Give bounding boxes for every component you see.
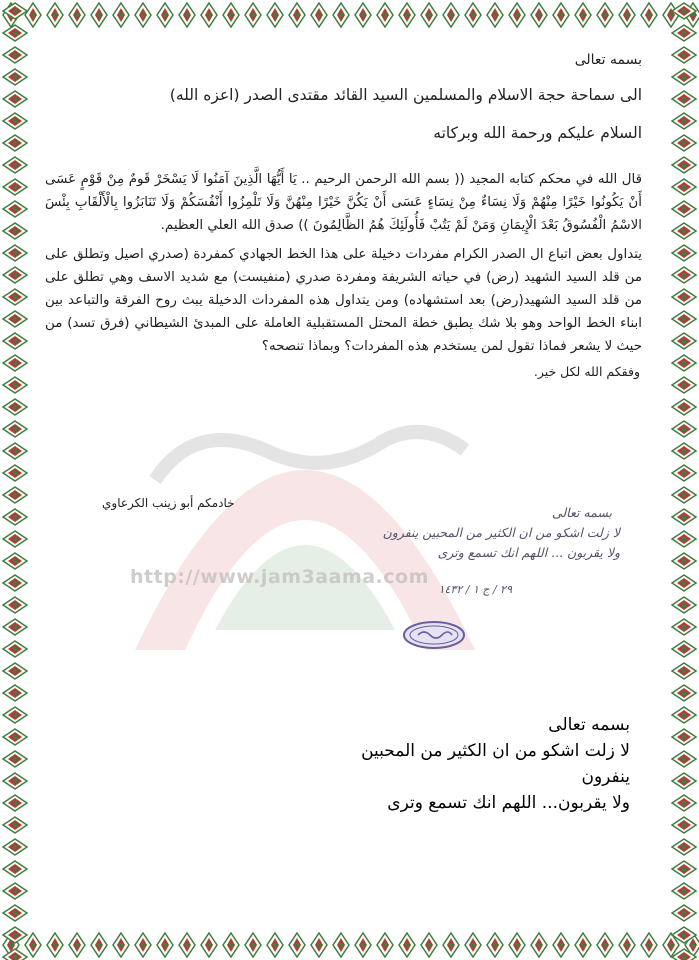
border-left <box>0 0 30 960</box>
handwritten-line-3: ولا يقربون ... اللهم انك تسمع وترى <box>437 545 620 560</box>
letter-closing: وفقكم الله لكل خير. <box>533 364 640 379</box>
letter-body <box>45 52 650 379</box>
typed-reply-line-3: ولا يقربون... اللهم انك تسمع وترى <box>387 793 630 813</box>
seal-stamp <box>402 620 466 650</box>
handwritten-line-1: بسمه تعالى <box>551 505 612 520</box>
border-top <box>0 0 699 30</box>
handwritten-line-2: لا زلت اشكو من ان الكثير من المحبين ينفرون <box>382 525 620 540</box>
typed-reply-line-2: لا زلت اشكو من ان الكثير من المحبين ينفرون <box>361 741 630 787</box>
letter-greeting: السلام عليكم ورحمة الله وبركاته <box>433 124 642 142</box>
border-right <box>669 0 699 960</box>
handwritten-date: ٢٩ / ج ١ / ١٤٣٢ <box>438 583 512 596</box>
letter-addressee: الى سماحة حجة الاسلام والمسلمين السيد القائد مقتدى الصدر (اعزه الله) <box>169 86 642 104</box>
letter-basmala: بسمه تعالى <box>574 52 642 68</box>
typed-reply <box>330 712 630 816</box>
typed-reply-line-1: بسمه تعالى <box>548 715 630 735</box>
letter-paragraph-question: يتداول بعض اتباع ال الصدر الكرام مفردات دخيلة على هذا الخط الجهادي كمفردة (صدري اصيل وتطلق على من قلد السيد الشهيد (رض) في حياته الشريفة ومفردة صدري (منفيست) مع شديد الاسف وهي تطلق على من قلد السيد الشهيد(رض) بعد استشهاده) ومن يتداول هذه المفردات الدخيلة يبث روح الفرقة والتباعد بين ابناء الخط الواحد وهو بلا شك يطبق خطة المحتل المستقبلية العاملة على المبدئ الشيطاني (فرق تسد) من حيث لا يشعر فماذا تقول لمن يستخدم هذه المفردات؟ وبماذا تنصحه؟ <box>45 247 642 354</box>
letter-paragraph-quran: قال الله في محكم كتابه المجيد (( بسم الله الرحمن الرحيم .. يَا أَيُّهَا الَّذِينَ آمَنُوا لَا يَسْخَرْ قَومٌ مِنْ قَوْمٍ عَسَى أَنْ يَكُونُوا خَيْرًا مِنْهُمْ وَلَا نِسَاءٌ مِنْ نِسَاءٍ عَسَى أَنْ يَكُنَّ خَيْرًا مِنْهُنَّ وَلَا تَلْمِزُوا أَنْفُسَكُمْ وَلَا تَنَابَزُوا بِالْأَلْقَابِ بِئْسَ الاسْمُ الْفُسُوقُ بَعْدَ الْإِيمَانِ وَمَنْ لَمْ يَتُبْ فَأُولَئِكَ هُمُ الظَّالِمُونَ )) صدق الله العلي العظيم. <box>45 172 642 233</box>
border-bottom <box>0 930 699 960</box>
watermark-url: http://www.jam3aama.com <box>130 566 429 588</box>
letter-signer: خادمكم أبو زينب الكرعاوي <box>102 496 235 510</box>
